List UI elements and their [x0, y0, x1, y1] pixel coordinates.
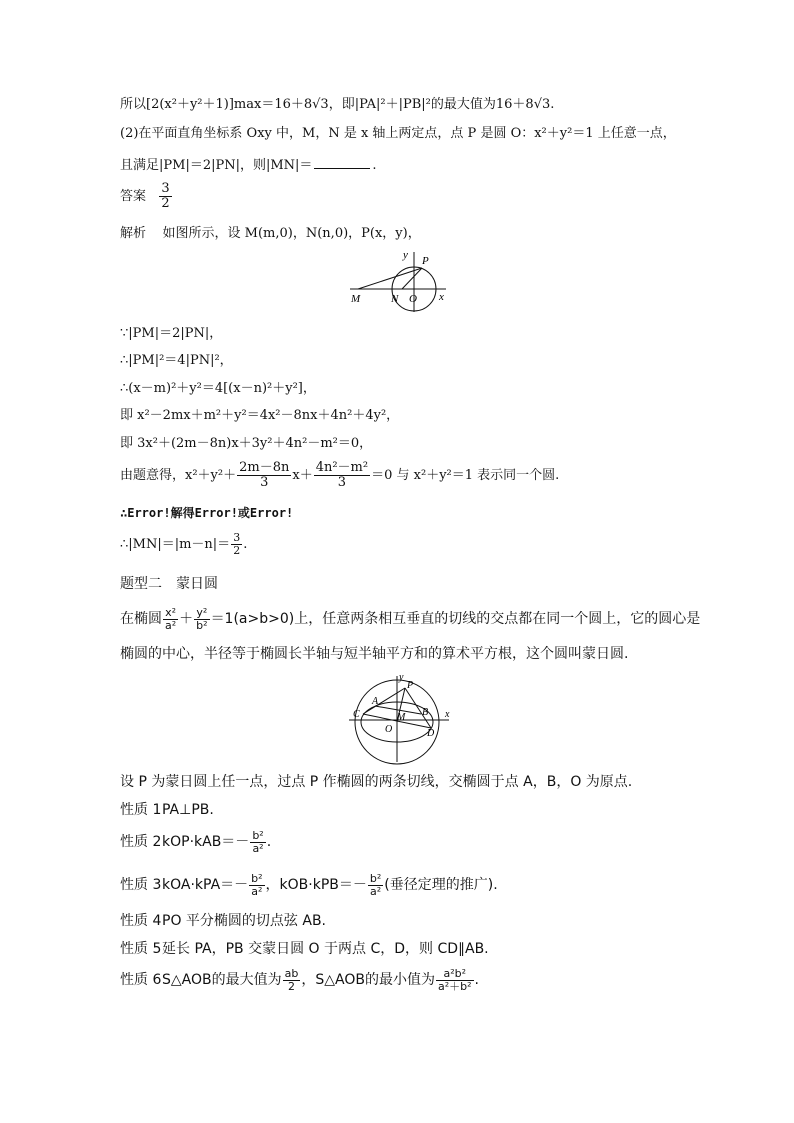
paragraph: 椭圆的中心，半径等于椭圆长半轴与短半轴平方和的算术平方根，这个圆叫蒙日圆.	[120, 646, 629, 662]
section-title: 题型二 蒙日圆	[120, 576, 218, 592]
label-x: x	[445, 709, 450, 720]
step-line: ∵|PM|＝2|PN|，	[120, 326, 223, 341]
label-o: O	[409, 293, 417, 305]
label-y: y	[399, 672, 404, 683]
fraction: $\frac{3}{2}$	[233, 531, 241, 557]
step-line: 即 x²－2mx＋m²＋y²＝4x²－8nx＋4n²＋4y²，	[120, 408, 400, 423]
label-c: C	[353, 709, 360, 720]
property-1: 性质 1PA⊥PB.	[120, 802, 214, 818]
label-p: P	[422, 255, 429, 267]
label-a: A	[372, 696, 379, 707]
fraction: $\frac{\text{b²}}{\text{a²}}$	[369, 871, 382, 898]
answer-label: 答案	[120, 189, 147, 204]
label-o: O	[385, 724, 393, 735]
text-line: 所以[2(x²＋y²＋1)]max＝16＋8√3，即|PA|²＋|PB|²的最大值为16＋8√3.	[120, 97, 555, 112]
label-m: M	[351, 293, 361, 305]
problem-statement-cont: 且满足|PM|＝2|PN|，则|MN|＝ .	[120, 154, 377, 175]
paragraph: 在椭圆 $\frac{\text{x²}}{\text{a²}}$ ＋ $\frac{\text{y²}}{\text{b²}}$ ＝1(a>b>0)上，任意两条相互垂直的切线的交点都在同一个圆上，它的圆心是	[120, 605, 701, 632]
problem-statement: (2)在平面直角坐标系 Oxy 中，M，N 是 x 轴上两定点，点 P 是圆 O：x²＋y²＝1 上任意一点，	[120, 126, 676, 141]
figure-circle-points	[342, 248, 452, 316]
label-x: x	[439, 291, 444, 303]
fraction: $\frac{\text{y²}}{\text{b²}}$	[196, 605, 208, 632]
label-n: N	[391, 293, 399, 305]
fraction: $\frac{\text{b²}}{\text{a²}}$	[252, 828, 264, 855]
fraction: $\frac{\text{a²b²}}{\text{a²＋b²}}$	[437, 966, 472, 993]
answer-fraction: $\frac{3}{2}$	[161, 181, 170, 211]
error-line: ∴Error!解得Error!或Error!	[120, 506, 294, 520]
fraction: $\frac{\text{x²}}{\text{a²}}$	[165, 605, 177, 632]
property-3: 性质 3kOA·kPA＝－ $\frac{\text{b²}}{\text{a²}}$ ，kOB·kPB＝－ $\frac{\text{b²}}{\text{a²}}$ (垂径定理的推广).	[120, 871, 498, 898]
fraction: $\frac{\text{4n²－m²}}{3}$	[315, 460, 369, 490]
property-5: 性质 5延长 PA，PB 交蒙日圆 O 于两点 C，D，则 CD∥AB.	[120, 941, 489, 957]
paragraph: 设 P 为蒙日圆上任一点，过点 P 作椭圆的两条切线，交椭圆于点 A，B，O 为原点.	[120, 774, 633, 790]
property-2: 性质 2kOP·kAB＝－ $\frac{\text{b²}}{\text{a²}}$ .	[120, 828, 272, 855]
answer-line	[120, 182, 173, 211]
label-m: M	[397, 712, 406, 723]
fraction: $\frac{\text{b²}}{\text{a²}}$	[251, 871, 263, 898]
property-6: 性质 6S△AOB的最大值为 $\frac{ab}{2}$ ，S△AOB的最小值为 $\frac{\text{a²b²}}{\text{a²＋b²}}$ .	[120, 966, 479, 993]
fraction: $\frac{ab}{2}$	[284, 966, 299, 993]
figure-monge-circle	[345, 670, 457, 766]
condition-line: 由题意得，x²＋y²＋ $\frac{2m-8n}{3}$ x＋ $\frac{\text{4n²－m²}}{3}$ ＝0 与 x²＋y²＝1 表示同一个圆.	[120, 460, 560, 490]
step-line: 即 3x²＋(2m－8n)x＋3y²＋4n²－m²＝0，	[120, 436, 373, 451]
final-line: ∴|MN|＝|m－n|＝ $\frac{3}{2}$ .	[120, 531, 248, 557]
analysis-intro: 解析 如图所示，设 M(m,0)，N(n,0)，P(x，y)，	[120, 226, 421, 241]
label-y: y	[403, 249, 408, 261]
label-d: D	[427, 728, 435, 739]
answer-blank	[314, 154, 370, 169]
label-p: P	[407, 680, 414, 691]
property-4: 性质 4PO 平分椭圆的切点弦 AB.	[120, 913, 326, 929]
step-line: ∴(x－m)²＋y²＝4[(x－n)²＋y²]，	[120, 381, 316, 396]
fraction: $\frac{2m-8n}{3}$	[239, 460, 290, 490]
label-b: B	[422, 707, 429, 718]
analysis-label: 解析	[120, 226, 147, 241]
step-line: ∴|PM|²＝4|PN|²，	[120, 353, 233, 368]
